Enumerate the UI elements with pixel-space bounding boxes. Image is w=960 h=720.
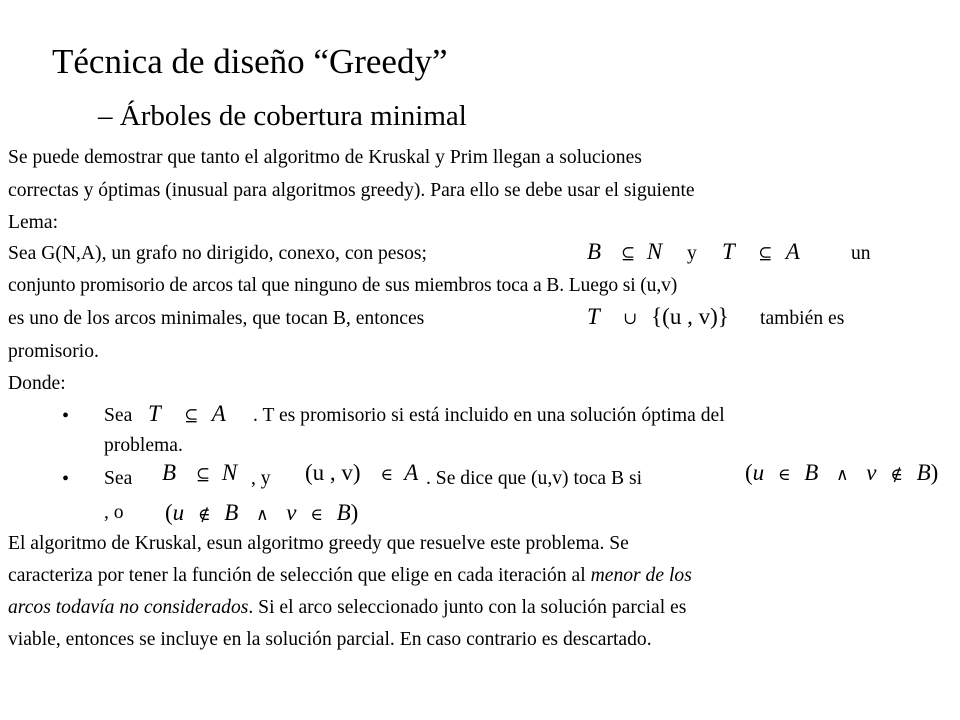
formula-u-in-B-and-v-notin-B [745,461,938,484]
math-uv: (u , v) [305,460,361,485]
formula-u-notin-B-and-v-in-B [165,501,358,524]
bullet-2-text: . Se dice que (u,v) toca B si [426,468,643,489]
math-v: v [286,500,297,525]
bullet-1: • [62,405,70,427]
math-paren-left: ( [745,460,753,485]
math-A: A [404,460,419,485]
math-notin: ∉ [890,465,903,484]
math-T: T [587,304,600,329]
math-B: B [587,239,602,264]
lemma-line-4: promisorio. [8,341,99,362]
math-in: ∈ [777,465,791,484]
intro-line-2: correctas y óptimas (inusual para algoritmos greedy). Para ello se debe usar el siguiente [8,180,695,201]
bullet-1-text-cont: problema. [104,435,183,456]
math-N: N [221,460,238,485]
math-and: ∧ [836,465,849,484]
kruskal-line-4: viable, entonces se incluye en la solución parcial. En caso contrario es descartado. [8,629,652,650]
bullet-2-sea: Sea [104,468,133,489]
math-B: B [804,460,819,485]
bullet-2-y: , y [251,468,271,489]
math-in: ∈ [380,465,393,484]
math-v: v [866,460,877,485]
formula-T-subset-A [722,240,800,263]
slide-subtitle: – Árboles de cobertura minimal [98,100,467,132]
math-subseteq: ⊆ [620,244,636,263]
formula-uv-in-A [305,461,418,484]
math-paren-right: ) [930,460,939,485]
formula-B-subset-N-2 [162,461,237,484]
intro-line-1: Se puede demostrar que tanto el algoritmo de Kruskal y Prim llegan a soluciones [8,147,642,168]
lemma-line-1c: un [851,243,871,264]
math-paren-right: ) [350,500,359,525]
bullet-2-o: , o [104,502,124,523]
kruskal-line-1: El algoritmo de Kruskal, esun algoritmo greedy que resuelve este problema. Se [8,533,629,554]
kruskal-line-3-emphasis: arcos todavía no considerados [8,597,249,618]
math-subseteq: ⊆ [758,244,773,263]
math-and: ∧ [256,505,269,524]
math-N: N [646,239,663,264]
slide-title: Técnica de diseño “Greedy” [52,42,448,81]
lemma-line-1b: y [687,243,697,264]
math-T: T [148,401,161,426]
math-u: u [172,500,185,525]
math-cup: ∪ [623,309,638,328]
math-subseteq: ⊆ [184,406,199,425]
math-A: A [211,401,226,426]
intro-line-3: Lema: [8,212,59,233]
bullet-1-sea: Sea [104,405,133,426]
kruskal-line-3 [8,598,686,618]
formula-T-subset-A-2 [148,402,226,425]
math-set-uv: {(u , v)} [651,304,729,329]
kruskal-line-2-emphasis: menor de los [590,565,692,586]
lemma-line-2: conjunto promisorio de arcos tal que ninguno de sus miembros toca a B. Luego si (u,v) [8,275,678,296]
math-notin: ∉ [197,505,211,524]
math-in: ∈ [310,505,323,524]
lemma-line-3a: es uno de los arcos minimales, que tocan B, entonces [8,308,425,329]
kruskal-line-3-text: . Si el arco seleccionado junto con la solución parcial es [248,597,687,618]
formula-B-subset-N [587,240,662,263]
math-T: T [722,239,735,264]
math-B: B [336,500,351,525]
math-B: B [916,460,931,485]
lemma-line-3b: también es [760,308,845,329]
lemma-line-1a: Sea G(N,A), un grafo no dirigido, conexo, con pesos; [8,243,427,264]
bullet-1-text: . T es promisorio si está incluido en una solución óptima del [253,405,725,426]
math-B: B [224,500,239,525]
kruskal-line-2 [8,566,692,586]
bullet-2: • [62,468,70,490]
math-B: B [162,460,177,485]
donde-label: Donde: [8,373,66,394]
math-paren-left: ( [165,500,173,525]
math-u: u [752,460,765,485]
formula-T-union-uv [587,305,729,328]
math-subseteq: ⊆ [195,465,211,484]
kruskal-line-2-text: caracteriza por tener la función de selección que elige en cada iteración al [8,565,591,586]
math-A: A [785,239,800,264]
